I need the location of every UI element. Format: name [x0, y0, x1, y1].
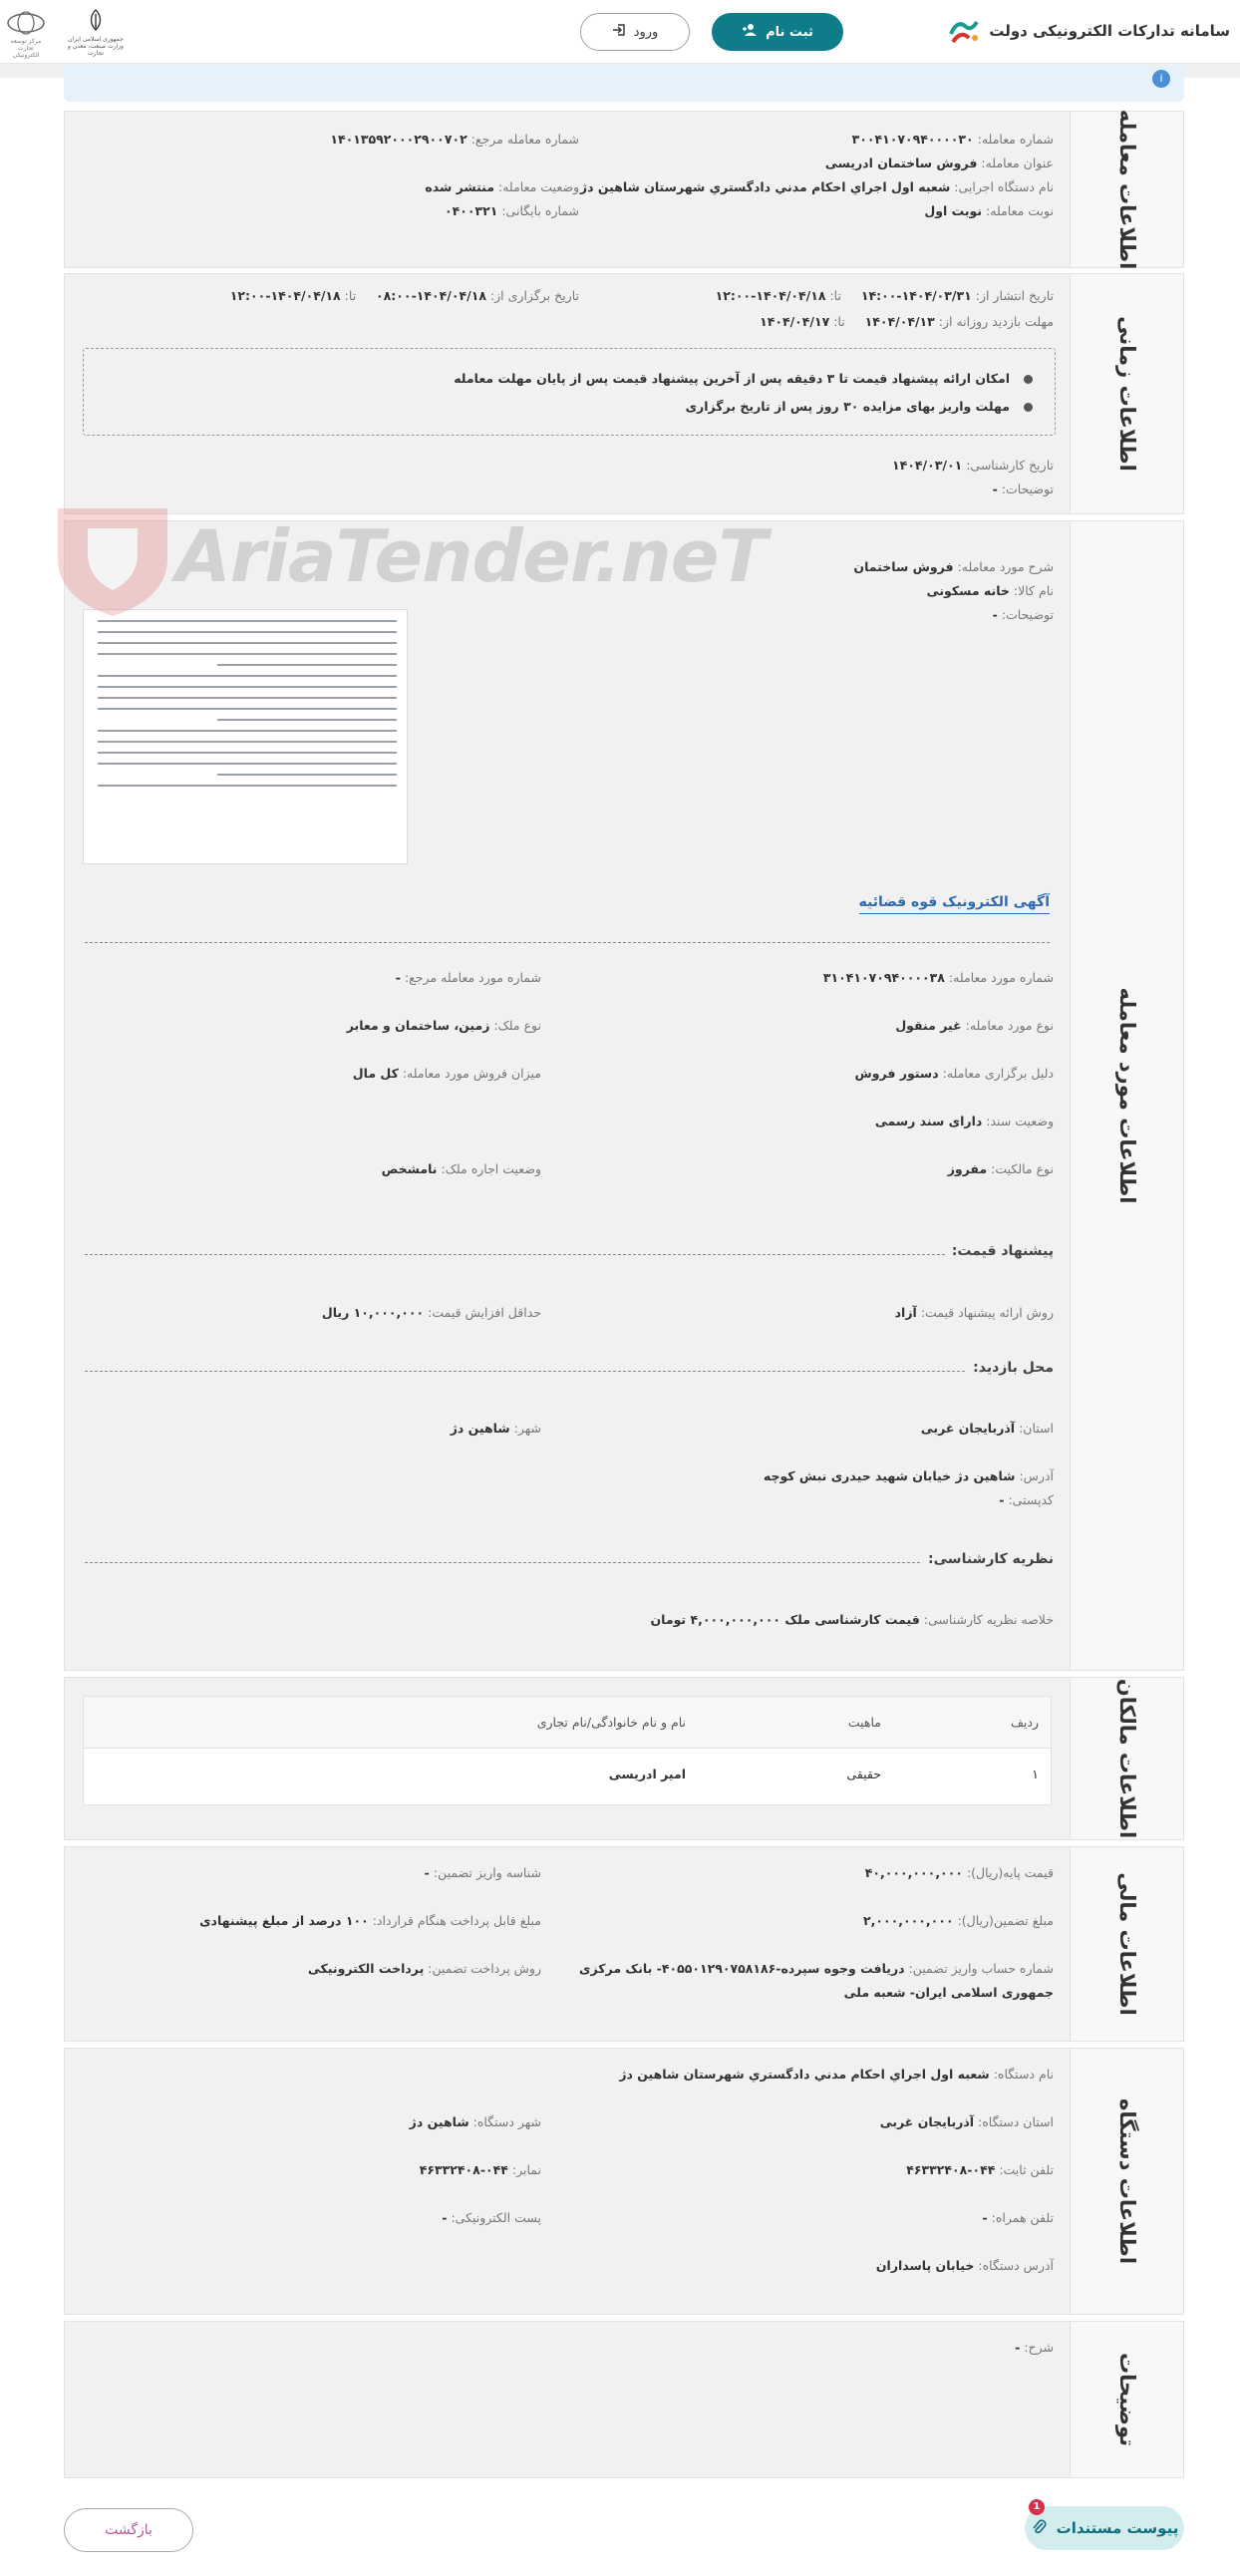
timing-section-label: اطلاعات زمانی	[1070, 274, 1183, 513]
document-text-line	[98, 730, 397, 732]
document-text-line	[98, 620, 397, 622]
col-row: ردیف	[1010, 1715, 1039, 1730]
agency-name: نام دستگاه: شعبه اول اجراي احكام مدني دادگستري شهرستان شاهين دژ	[619, 2067, 1054, 2082]
document-text-line	[217, 774, 397, 776]
brand[interactable]	[947, 16, 1230, 46]
expert-section-title: نظریه کارشناسی:	[922, 1551, 1054, 1567]
document-status: وضعیت سند: دارای سند رسمی	[874, 1114, 1054, 1128]
attachments-count-badge: 1	[1029, 2499, 1045, 2515]
owners-section	[64, 1677, 1184, 1840]
agency-section	[64, 2048, 1184, 2315]
rules-box	[83, 348, 1056, 436]
timing-description: توضیحات: -	[992, 482, 1054, 496]
login-button[interactable]: ورود	[580, 13, 690, 51]
visit-province: استان: آذربایجان غربی	[920, 1421, 1054, 1436]
back-button[interactable]: بازگشت	[64, 2508, 193, 2552]
owners-table-header	[84, 1697, 1051, 1749]
expert-date: تاریخ کارشناسی: ۱۴۰۴/۰۳/۰۱	[892, 458, 1054, 473]
col-name: نام و نام خانوادگی/نام تجاری	[536, 1715, 686, 1730]
sale-reason: دلیل برگزاری معامله: دستور فروش	[854, 1066, 1054, 1081]
transaction-archive: شماره بایگانی: ۰۴۰۰۳۲۱	[444, 203, 579, 218]
agency-phone: تلفن ثابت: ۰۴۴-۴۶۳۳۲۴۰۸	[906, 2162, 1054, 2177]
paperclip-icon	[1031, 2517, 1047, 2539]
add-user-icon	[742, 23, 758, 41]
ecommerce-center-logo: مرکز توسعه تجارت الکترونیکی	[4, 10, 48, 56]
document-text-line	[98, 686, 397, 688]
timing-section	[64, 273, 1184, 514]
guarantee-account-line2: جمهوری اسلامی ایران- شعبه ملی	[843, 1985, 1054, 2000]
visit-section-title: محل بازدید:	[967, 1360, 1054, 1376]
owners-section-label: اطلاعات مالکان	[1070, 1678, 1183, 1839]
agency-province: استان دستگاه: آذربایجان غربی	[879, 2114, 1054, 2129]
item-type: نوع مورد معامله: غیر منقول	[895, 1018, 1054, 1033]
item-notes: توضیحات: -	[992, 607, 1054, 622]
document-text-line	[98, 697, 397, 699]
iran-emblem-icon	[85, 8, 107, 34]
info-icon: i	[1152, 70, 1170, 88]
transaction-title: عنوان معامله: فروش ساختمان ادریسی	[824, 156, 1054, 170]
min-increase: حداقل افزایش قیمت: ۱۰,۰۰۰,۰۰۰ ریال	[321, 1305, 541, 1320]
agency-fax: نمابر: ۰۴۴-۴۶۳۳۲۴۰۸	[419, 2162, 541, 2177]
offer-section-title: پیشنهاد قیمت:	[946, 1243, 1054, 1259]
top-header	[0, 0, 1240, 64]
judiciary-ad-link[interactable]: آگهی الکترونیک قوه قضائیه	[859, 894, 1051, 914]
notes-description: شرح: -	[1015, 2340, 1054, 2355]
transaction-executor: نام دستگاه اجرایی: شعبه اول اجراي احكام مدني دادگستري شهرستان شاهين دژ	[579, 179, 1054, 194]
info-notice	[64, 66, 1184, 102]
brand-title: سامانه تدارکات الکترونیکی دولت	[989, 22, 1230, 40]
document-text-line	[217, 719, 397, 721]
item-section	[64, 520, 1184, 1671]
attachments-button[interactable]: پیوست مستندات 1	[1025, 2506, 1184, 2550]
visit-postal: کدپستی: -	[999, 1492, 1054, 1507]
item-ref: شماره مورد معامله مرجع: -	[395, 970, 541, 985]
document-text-line	[217, 664, 397, 666]
item-section-label: اطلاعات مورد معامله	[1070, 521, 1183, 1670]
agency-section-label: اطلاعات دستگاه	[1070, 2049, 1183, 2314]
finance-section	[64, 1846, 1184, 2042]
transaction-ref-number: شماره معامله مرجع: ۱۴۰۱۳۵۹۲۰۰۰۲۹۰۰۷۰۲	[330, 132, 579, 147]
transaction-status: وضعیت معامله: منتشر شده	[425, 179, 579, 194]
document-text-line	[98, 675, 397, 677]
rule-item: مهلت واریز بهای مزایده ۳۰ روز پس از تاریخ برگزاری	[686, 399, 1033, 414]
document-text-line	[98, 752, 397, 754]
col-type: ماهیت	[847, 1715, 881, 1730]
transaction-section-label: اطلاعات معامله	[1070, 112, 1183, 267]
base-price: قیمت پایه(ریال): ۴۰,۰۰۰,۰۰۰,۰۰۰	[864, 1865, 1054, 1880]
document-text-line	[98, 653, 397, 655]
divider	[85, 1371, 1050, 1372]
login-icon	[612, 23, 626, 41]
transaction-section	[64, 111, 1184, 268]
lease-status: وضعیت اجاره ملک: نامشخص	[381, 1161, 541, 1176]
finance-section-label: اطلاعات مالی	[1070, 1847, 1183, 2041]
item-number: شماره مورد معامله: ۳۱۰۴۱۰۷۰۹۴۰۰۰۰۳۸	[822, 970, 1054, 985]
visit-city: شهر: شاهین دژ	[450, 1421, 541, 1436]
divider	[85, 942, 1050, 943]
owners-table: ردیف ماهیت نام و نام خانوادگی/نام تجاری ۱ حقیقی امیر ادریسی	[83, 1696, 1052, 1805]
ownership-type: نوع مالکیت: مفروز	[947, 1161, 1054, 1176]
site-watermark: AriaTender.neT	[48, 498, 646, 618]
visit-address: آدرس: شاهین دژ خیابان شهید حیدری نبش کوچه	[763, 1468, 1054, 1483]
transaction-round: نوبت معامله: نوبت اول	[924, 203, 1054, 218]
agency-email: پست الکترونیکی: -	[442, 2210, 541, 2225]
agency-address: آدرس دستگاه: خیابان پاسداران	[875, 2258, 1054, 2273]
document-text-line	[98, 741, 397, 743]
contract-payment: مبلغ قابل پرداخت هنگام قرارداد: ۱۰۰ درصد از مبلغ پیشنهادی	[199, 1913, 541, 1928]
guarantee-id: شناسه واریز تضمین: -	[424, 1865, 541, 1880]
guarantee-account: شماره حساب واریز تضمین: دریافت وجوه سپرده-۴۰۵۵۰۱۲۹۰۷۵۸۱۸۶- بانک مرکزی	[579, 1961, 1054, 1976]
setad-logo-icon	[947, 16, 981, 46]
register-button[interactable]: ثبت نام	[712, 13, 843, 51]
guarantee-amount: مبلغ تضمین(ریال): ۲,۰۰۰,۰۰۰,۰۰۰	[863, 1913, 1054, 1928]
guarantee-pay-method: روش پرداخت تضمین: پرداخت الکترونیکی	[307, 1961, 541, 1976]
divider	[85, 1254, 1050, 1255]
agency-city: شهر دستگاه: شاهین دژ	[409, 2114, 541, 2129]
agency-mobile: تلفن همراه: -	[982, 2210, 1054, 2225]
property-type: نوع ملک: زمین، ساختمان و معابر	[346, 1018, 541, 1033]
expert-summary: خلاصه نظریه کارشناسی: قیمت کارشناسی ملک ۴,۰۰۰,۰۰۰,۰۰۰ تومان	[650, 1612, 1054, 1627]
item-goods: نام کالا: خانه مسکونی	[926, 583, 1054, 598]
publish-dates: تاریخ انتشار از: ۱۴۰۴/۰۳/۳۱-۱۴:۰۰ تا: ۱۴۰۴/۰۴/۱۸-۱۲:۰۰	[715, 288, 1054, 303]
document-text-line	[98, 763, 397, 765]
ministry-logo: جمهوری اسلامی ایران وزارت صنعت، معدن و تجارت	[64, 8, 128, 58]
rule-item: امکان ارائه پیشنهاد قیمت تا ۳ دقیقه پس از آخرین پیشنهاد قیمت پس از پایان مهلت معامله	[454, 371, 1033, 386]
offer-method: روش ارائه پیشنهاد قیمت: آزاد	[894, 1305, 1054, 1320]
notes-section-label: توضیحات	[1070, 2322, 1183, 2477]
globe-logo-icon	[6, 10, 46, 36]
hold-dates: تاریخ برگزاری از: ۱۴۰۴/۰۴/۱۸-۰۸:۰۰ تا: ۱۴۰۴/۰۴/۱۸-۱۲:۰۰	[229, 288, 579, 303]
sale-amount: میزان فروش مورد معامله: کل مال	[352, 1066, 541, 1081]
divider	[85, 1562, 1050, 1563]
document-text-line	[98, 642, 397, 644]
ad-document-thumbnail[interactable]	[83, 609, 408, 864]
notes-section	[64, 2321, 1184, 2478]
visit-dates: مهلت بازدید روزانه از: ۱۴۰۴/۰۴/۱۳ تا: ۱۴۰۴/۰۴/۱۷	[760, 314, 1054, 329]
document-text-line	[98, 785, 397, 787]
document-text-line	[98, 708, 397, 710]
transaction-number: شماره معامله: ۳۰۰۴۱۰۷۰۹۴۰۰۰۰۳۰	[851, 132, 1054, 147]
document-text-line	[98, 631, 397, 633]
item-description: شرح مورد معامله: فروش ساختمان	[853, 559, 1054, 574]
